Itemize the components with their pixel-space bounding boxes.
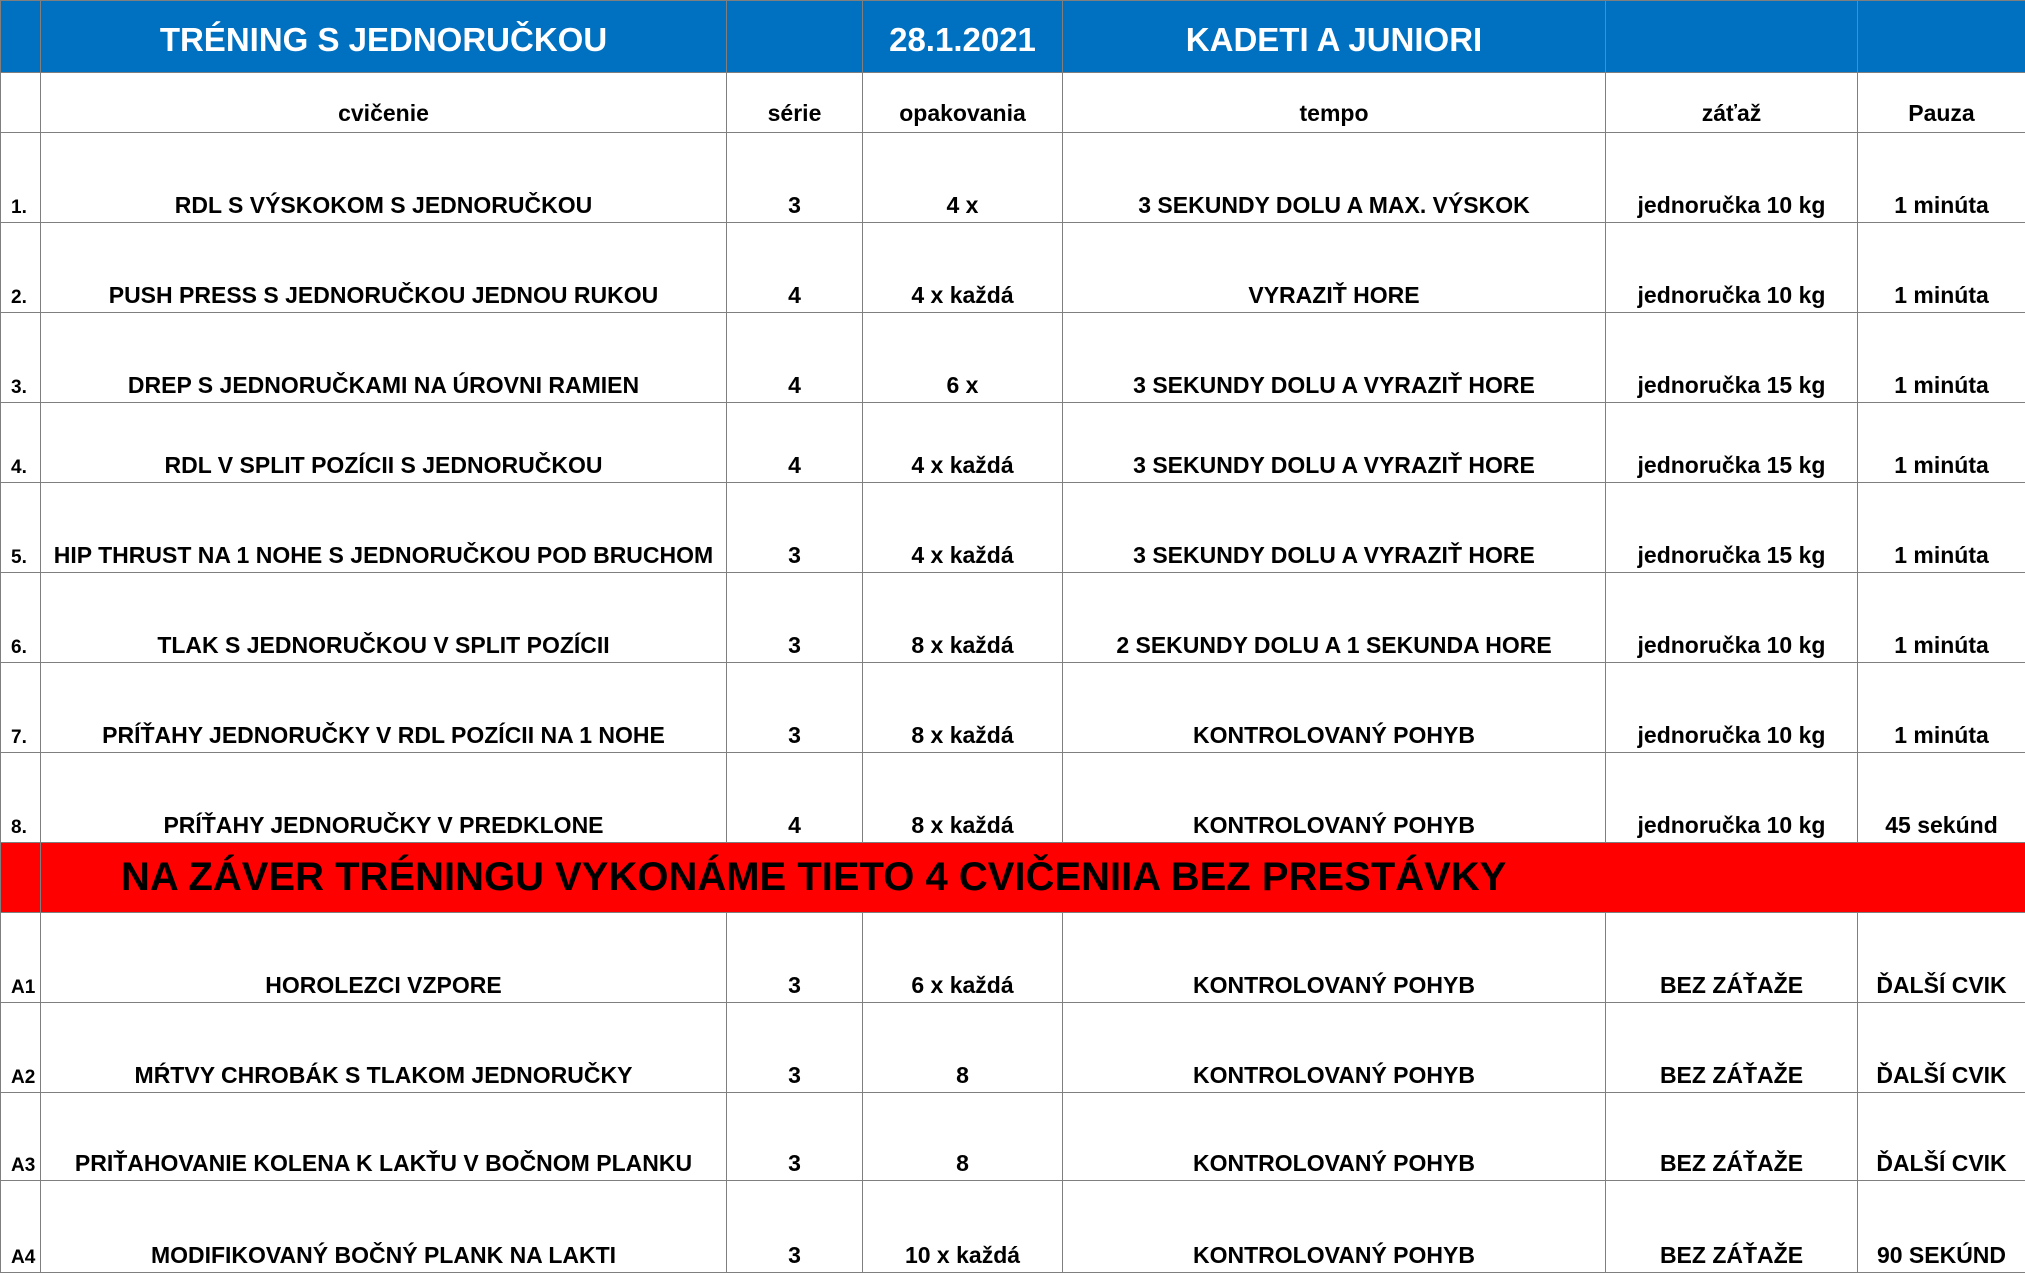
cell-num[interactable]: 7. — [1, 663, 41, 753]
cell-load[interactable]: BEZ ZÁŤAŽE — [1606, 1003, 1858, 1093]
cell-load[interactable]: jednoručka 15 kg — [1606, 403, 1858, 483]
cell-num[interactable]: A2 — [1, 1003, 41, 1093]
cell-num[interactable]: A4 — [1, 1181, 41, 1273]
cell-num[interactable]: 2. — [1, 223, 41, 313]
cell-sets[interactable]: 3 — [727, 913, 863, 1003]
header-row — [1, 73, 2025, 133]
header-sets[interactable]: série — [727, 73, 863, 133]
cell-reps[interactable]: 4 x každá — [863, 223, 1063, 313]
circuit-row — [1, 1093, 2025, 1181]
cell-reps[interactable]: 6 x každá — [863, 913, 1063, 1003]
cell-tempo[interactable]: 3 SEKUNDY DOLU A VYRAZIŤ HORE — [1063, 483, 1606, 573]
cell-rest[interactable]: 1 minúta — [1858, 663, 2025, 753]
cell-tempo[interactable]: KONTROLOVANÝ POHYB — [1063, 663, 1606, 753]
sheet-title[interactable]: TRÉNING S JEDNORUČKOU — [41, 1, 727, 73]
cell-sets[interactable]: 3 — [727, 663, 863, 753]
header-rest[interactable]: Pauza — [1858, 73, 2025, 133]
exercise-row — [1, 133, 2025, 223]
cell-tempo[interactable]: 3 SEKUNDY DOLU A VYRAZIŤ HORE — [1063, 313, 1606, 403]
cell-load[interactable]: jednoručka 10 kg — [1606, 133, 1858, 223]
exercise-row — [1, 573, 2025, 663]
exercise-row — [1, 403, 2025, 483]
title-row — [1, 1, 2025, 73]
cell-rest[interactable]: 90 SEKÚND — [1858, 1181, 2025, 1273]
banner-num-cell[interactable] — [1, 843, 41, 913]
title-spacer-cell[interactable] — [1, 1, 41, 73]
cell-reps[interactable]: 4 x — [863, 133, 1063, 223]
cell-sets[interactable]: 3 — [727, 573, 863, 663]
cell-load[interactable]: jednoručka 10 kg — [1606, 753, 1858, 843]
circuit-row — [1, 913, 2025, 1003]
cell-rest[interactable]: 1 minúta — [1858, 403, 2025, 483]
cell-sets[interactable]: 3 — [727, 133, 863, 223]
cell-exercise[interactable]: PRÍŤAHY JEDNORUČKY V RDL POZÍCII NA 1 NOHE — [41, 663, 727, 753]
cell-rest[interactable]: 1 minúta — [1858, 573, 2025, 663]
cell-num[interactable]: A3 — [1, 1093, 41, 1181]
cell-tempo[interactable]: VYRAZIŤ HORE — [1063, 223, 1606, 313]
cell-rest[interactable]: 45 sekúnd — [1858, 753, 2025, 843]
cell-load[interactable]: jednoručka 10 kg — [1606, 663, 1858, 753]
cell-exercise[interactable]: DREP S JEDNORUČKAMI NA ÚROVNI RAMIEN — [41, 313, 727, 403]
cell-sets[interactable]: 3 — [727, 1003, 863, 1093]
cell-num[interactable]: 4. — [1, 403, 41, 483]
cell-load[interactable]: jednoručka 10 kg — [1606, 223, 1858, 313]
cell-reps[interactable]: 8 x každá — [863, 663, 1063, 753]
cell-tempo[interactable]: KONTROLOVANÝ POHYB — [1063, 1003, 1606, 1093]
exercise-row — [1, 483, 2025, 573]
cell-sets[interactable]: 4 — [727, 753, 863, 843]
exercise-row — [1, 753, 2025, 843]
cell-sets[interactable]: 3 — [727, 483, 863, 573]
cell-sets[interactable]: 4 — [727, 223, 863, 313]
cell-sets[interactable]: 3 — [727, 1181, 863, 1273]
cell-exercise[interactable]: MŔTVY CHROBÁK S TLAKOM JEDNORUČKY — [41, 1003, 727, 1093]
cell-load[interactable]: jednoručka 15 kg — [1606, 313, 1858, 403]
sheet-date[interactable]: 28.1.2021 — [863, 1, 1063, 73]
cell-rest[interactable]: ĎALŠÍ CVIK — [1858, 1003, 2025, 1093]
cell-load[interactable]: BEZ ZÁŤAŽE — [1606, 1181, 1858, 1273]
cell-exercise[interactable]: TLAK S JEDNORUČKOU V SPLIT POZÍCII — [41, 573, 727, 663]
exercise-row — [1, 313, 2025, 403]
header-load[interactable]: záťaž — [1606, 73, 1858, 133]
circuit-row — [1, 1003, 2025, 1093]
cell-num[interactable]: 8. — [1, 753, 41, 843]
cell-load[interactable]: BEZ ZÁŤAŽE — [1606, 913, 1858, 1003]
header-exercise[interactable]: cvičenie — [41, 73, 727, 133]
cell-rest[interactable]: 1 minúta — [1858, 133, 2025, 223]
cell-tempo[interactable]: 3 SEKUNDY DOLU A VYRAZIŤ HORE — [1063, 403, 1606, 483]
cell-tempo[interactable]: KONTROLOVANÝ POHYB — [1063, 913, 1606, 1003]
title-empty-cell[interactable] — [1606, 1, 1858, 73]
title-empty-cell[interactable] — [727, 1, 863, 73]
cell-reps[interactable]: 4 x každá — [863, 403, 1063, 483]
cell-load[interactable]: jednoručka 15 kg — [1606, 483, 1858, 573]
cell-num[interactable]: 5. — [1, 483, 41, 573]
cell-reps[interactable]: 8 x každá — [863, 753, 1063, 843]
cell-rest[interactable]: 1 minúta — [1858, 223, 2025, 313]
banner-row — [1, 843, 2025, 913]
cell-tempo[interactable]: KONTROLOVANÝ POHYB — [1063, 1093, 1606, 1181]
cell-exercise[interactable]: PRIŤAHOVANIE KOLENA K LAKŤU V BOČNOM PLANKU — [41, 1093, 727, 1181]
cell-reps[interactable]: 8 — [863, 1093, 1063, 1181]
cell-rest[interactable]: ĎALŠÍ CVIK — [1858, 913, 2025, 1003]
cell-num[interactable]: 3. — [1, 313, 41, 403]
cell-num[interactable]: 1. — [1, 133, 41, 223]
cell-num[interactable]: A1 — [1, 913, 41, 1003]
cell-rest[interactable]: ĎALŠÍ CVIK — [1858, 1093, 2025, 1181]
cell-reps[interactable]: 8 — [863, 1003, 1063, 1093]
cell-reps[interactable]: 8 x každá — [863, 573, 1063, 663]
header-reps[interactable]: opakovania — [863, 73, 1063, 133]
banner-text[interactable]: NA ZÁVER TRÉNINGU VYKONÁME TIETO 4 CVIČENIIA BEZ PRESTÁVKY — [41, 843, 2025, 913]
cell-rest[interactable]: 1 minúta — [1858, 483, 2025, 573]
cell-tempo[interactable]: KONTROLOVANÝ POHYB — [1063, 1181, 1606, 1273]
cell-num[interactable]: 6. — [1, 573, 41, 663]
cell-exercise[interactable]: PUSH PRESS S JEDNORUČKOU JEDNOU RUKOU — [41, 223, 727, 313]
cell-exercise[interactable]: RDL S VÝSKOKOM S JEDNORUČKOU — [41, 133, 727, 223]
cell-exercise[interactable]: HOROLEZCI VZPORE — [41, 913, 727, 1003]
header-tempo[interactable]: tempo — [1063, 73, 1606, 133]
cell-reps[interactable]: 4 x každá — [863, 483, 1063, 573]
title-empty-cell[interactable] — [1858, 1, 2025, 73]
cell-load[interactable]: jednoručka 10 kg — [1606, 573, 1858, 663]
cell-exercise[interactable]: HIP THRUST NA 1 NOHE S JEDNORUČKOU POD BRUCHOM — [41, 483, 727, 573]
cell-reps[interactable]: 6 x — [863, 313, 1063, 403]
cell-load[interactable]: BEZ ZÁŤAŽE — [1606, 1093, 1858, 1181]
exercise-row — [1, 663, 2025, 753]
cell-rest[interactable]: 1 minúta — [1858, 313, 2025, 403]
cell-exercise[interactable]: RDL V SPLIT POZÍCII S JEDNORUČKOU — [41, 403, 727, 483]
cell-sets[interactable]: 3 — [727, 1093, 863, 1181]
cell-sets[interactable]: 4 — [727, 313, 863, 403]
cell-exercise[interactable]: MODIFIKOVANÝ BOČNÝ PLANK NA LAKTI — [41, 1181, 727, 1273]
cell-exercise[interactable]: PRÍŤAHY JEDNORUČKY V PREDKLONE — [41, 753, 727, 843]
cell-tempo[interactable]: 3 SEKUNDY DOLU A MAX. VÝSKOK — [1063, 133, 1606, 223]
sheet-group[interactable]: KADETI A JUNIORI — [1063, 1, 1606, 73]
cell-reps[interactable]: 10 x každá — [863, 1181, 1063, 1273]
exercise-row — [1, 223, 2025, 313]
header-num-cell[interactable] — [1, 73, 41, 133]
cell-tempo[interactable]: 2 SEKUNDY DOLU A 1 SEKUNDA HORE — [1063, 573, 1606, 663]
circuit-row — [1, 1181, 2025, 1273]
cell-sets[interactable]: 4 — [727, 403, 863, 483]
cell-tempo[interactable]: KONTROLOVANÝ POHYB — [1063, 753, 1606, 843]
